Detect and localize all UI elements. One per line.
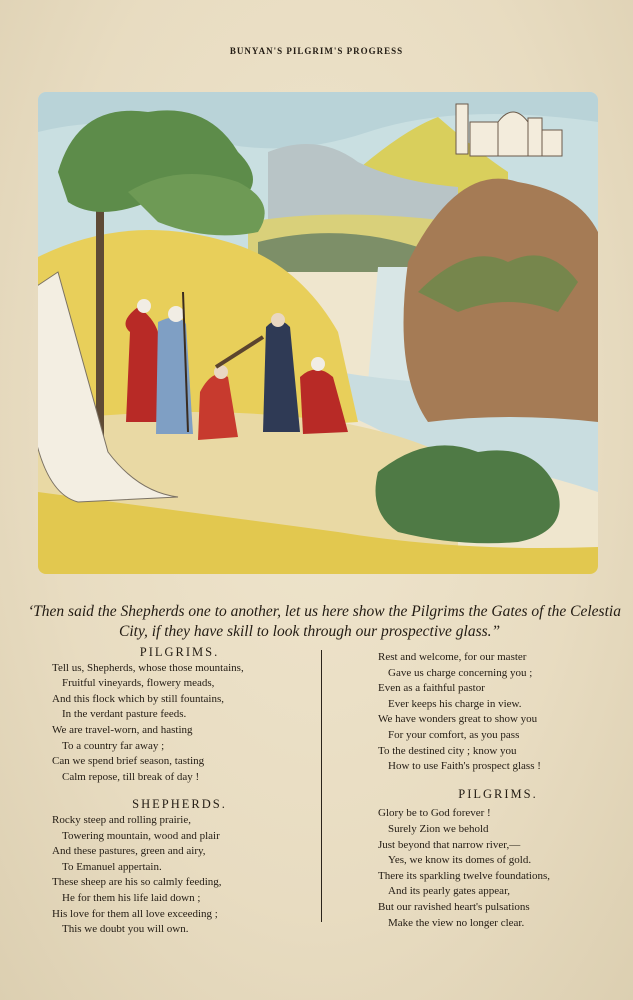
verse-line: We are travel-worn, and hasting: [52, 723, 193, 736]
verse-line: There its sparkling twelve foundations,: [378, 869, 550, 882]
verse-line: His love for them all love exceeding ;: [52, 907, 218, 920]
heading-shepherds: SHEPHERDS.: [132, 797, 227, 812]
verse-line: He for them his life laid down ;: [62, 891, 201, 904]
verse-line: We have wonders great to show you: [378, 713, 538, 726]
right-poem-column: [378, 650, 618, 931]
verse-line: Glory be to God forever !: [378, 807, 491, 820]
verse-line: To the destined city ; know you: [378, 744, 517, 757]
column-divider: [321, 650, 322, 922]
verse-line: Make the view no longer clear.: [388, 916, 525, 929]
verse-line: And this flock which by still fountains,: [52, 692, 225, 705]
verse-line: To a country far away ;: [62, 739, 165, 752]
illustration-plate: [38, 92, 598, 574]
verse-line: And its pearly gates appear,: [388, 885, 511, 898]
verse-line: But our ravished heart's pulsations: [378, 900, 530, 913]
heading-pilgrims-2: PILGRIMS.: [458, 786, 538, 801]
verse-line: These sheep are his so calmly feeding,: [52, 876, 222, 889]
verse-line: This we doubt you will own.: [62, 923, 189, 936]
verse-line: Tell us, Shepherds, whose those mountains,: [52, 661, 244, 674]
verse-line: Towering mountain, wood and plair: [62, 829, 220, 842]
shepherds-scene-illustration: [38, 92, 598, 574]
verse-line: Rest and welcome, for our master: [378, 651, 527, 663]
verse-line: To Emanuel appertain.: [62, 860, 162, 873]
verse-line: Gave us charge concerning you ;: [388, 666, 533, 679]
verse-line: Surely Zion we behold: [388, 822, 489, 835]
caption-line-1: ‘Then said the Shepherds one to another, let us here show the Pilgrims the Gates of the Celestia: [28, 603, 621, 620]
verse-line: And these pastures, green and airy,: [52, 845, 206, 858]
verse-line: Yes, we know its domes of gold.: [388, 854, 532, 867]
verse-line: Ever keeps his charge in view.: [388, 697, 522, 710]
verse-line: In the verdant pasture feeds.: [62, 708, 187, 721]
verse-line: Can we spend brief season, tasting: [52, 755, 205, 768]
verse-line: Fruitful vineyards, flowery meads,: [62, 677, 215, 690]
verse-line: Even as a faithful pastor: [378, 682, 485, 695]
heading-pilgrims: PILGRIMS.: [139, 645, 220, 659]
caption-line-2: City, if they have skill to look through our prospective glass.”: [119, 623, 501, 640]
verse-line: For your comfort, as you pass: [388, 728, 520, 741]
verse-line: How to use Faith's prospect glass !: [388, 760, 541, 773]
plate-caption: [28, 602, 628, 642]
verse-line: Just beyond that narrow river,—: [378, 838, 521, 851]
verse-line: Calm repose, till break of day !: [62, 770, 200, 783]
page-running-title: BUNYAN'S PILGRIM'S PROGRESS: [229, 46, 404, 56]
left-poem-column: [52, 645, 307, 938]
verse-line: Rocky steep and rolling prairie,: [52, 813, 191, 826]
